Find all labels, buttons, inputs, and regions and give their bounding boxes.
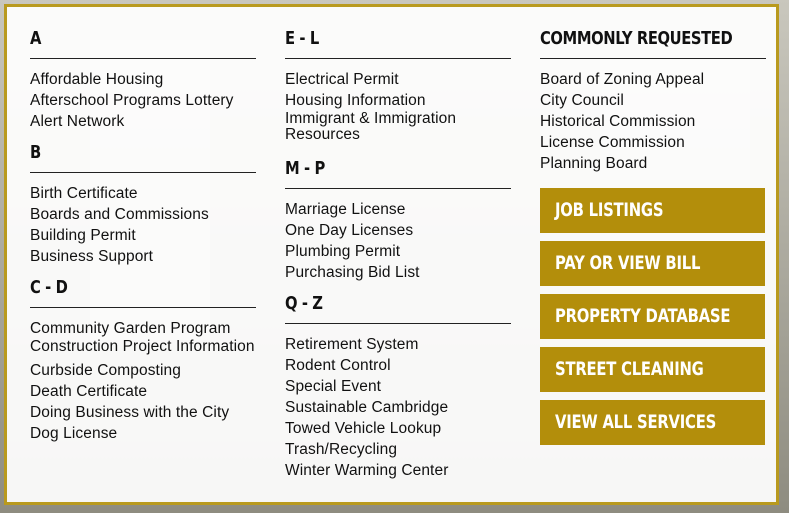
link-dog-license[interactable]: Dog License [30, 425, 118, 442]
job-listings-button[interactable] [540, 188, 765, 233]
link-purchasing-bid-list[interactable]: Purchasing Bid List [285, 264, 420, 281]
link-trash-recycling[interactable]: Trash/Recycling [285, 441, 398, 458]
link-list [30, 183, 256, 267]
heading-divider [30, 307, 256, 308]
link-sustainable-cambridge[interactable]: Sustainable Cambridge [285, 399, 449, 416]
property-database-button[interactable] [540, 294, 765, 339]
heading-divider [30, 58, 256, 59]
link-board-of-zoning-appeal[interactable]: Board of Zoning Appeal [540, 71, 705, 88]
button-label: STREET CLEANING [555, 358, 704, 380]
button-label: JOB LISTINGS [555, 199, 664, 221]
link-rodent-control[interactable]: Rodent Control [285, 357, 391, 374]
section-c-d [30, 276, 256, 444]
link-building-permit[interactable]: Building Permit [30, 227, 136, 244]
section-heading: C - D [30, 277, 68, 298]
section-b [30, 141, 256, 267]
quick-action-buttons [540, 188, 766, 445]
link-death-certificate[interactable]: Death Certificate [30, 383, 148, 400]
link-list [30, 69, 256, 132]
section-heading: B [30, 142, 41, 163]
pay-or-view-bill-button[interactable] [540, 241, 765, 286]
link-birth-certificate[interactable]: Birth Certificate [30, 185, 138, 202]
section-heading: A [30, 28, 42, 49]
link-license-commission[interactable]: License Commission [540, 134, 685, 151]
heading-divider [285, 323, 511, 324]
button-label: PROPERTY DATABASE [555, 305, 731, 327]
link-doing-business-with-the-city[interactable]: Doing Business with the City [30, 404, 230, 421]
link-list [285, 334, 511, 481]
link-list [285, 199, 511, 283]
section-m-p [285, 157, 511, 283]
link-curbside-composting[interactable]: Curbside Composting [30, 362, 181, 379]
link-afterschool-programs-lottery[interactable]: Afterschool Programs Lottery [30, 92, 234, 109]
link-alert-network[interactable]: Alert Network [30, 113, 125, 130]
section-heading: M - P [285, 158, 325, 179]
heading-divider [285, 188, 511, 189]
link-marriage-license[interactable]: Marriage License [285, 201, 406, 218]
heading-divider [285, 58, 511, 59]
link-immigrant-immigration-resources[interactable]: Immigrant & Immigration Resources [285, 110, 457, 143]
link-list [540, 69, 766, 174]
link-planning-board[interactable]: Planning Board [540, 155, 648, 172]
heading-divider [30, 172, 256, 173]
section-heading: E - L [285, 28, 319, 49]
link-boards-and-commissions[interactable]: Boards and Commissions [30, 206, 209, 223]
link-plumbing-permit[interactable]: Plumbing Permit [285, 243, 401, 260]
link-winter-warming-center[interactable]: Winter Warming Center [285, 462, 449, 479]
section-e-l [285, 27, 511, 148]
link-list [285, 69, 511, 148]
street-cleaning-button[interactable] [540, 347, 765, 392]
link-special-event[interactable]: Special Event [285, 378, 382, 395]
link-business-support[interactable]: Business Support [30, 248, 154, 265]
link-community-garden-program[interactable]: Community Garden Program [30, 320, 231, 337]
column-e-z [285, 27, 511, 490]
column-a-d [30, 27, 256, 453]
section-heading: COMMONLY REQUESTED [540, 28, 733, 49]
section-a [30, 27, 256, 132]
column-commonly-requested [540, 27, 766, 453]
services-menu-panel [4, 4, 779, 505]
link-historical-commission[interactable]: Historical Commission [540, 113, 696, 130]
link-electrical-permit[interactable]: Electrical Permit [285, 71, 399, 88]
heading-divider [540, 58, 766, 59]
link-towed-vehicle-lookup[interactable]: Towed Vehicle Lookup [285, 420, 442, 437]
section-heading: Q - Z [285, 293, 323, 314]
link-list [30, 318, 256, 444]
link-affordable-housing[interactable]: Affordable Housing [30, 71, 164, 88]
section-q-z [285, 292, 511, 481]
link-construction-project-information[interactable]: Construction Project Information [30, 338, 255, 355]
link-retirement-system[interactable]: Retirement System [285, 336, 419, 353]
view-all-services-button[interactable] [540, 400, 765, 445]
link-one-day-licenses[interactable]: One Day Licenses [285, 222, 414, 239]
section-commonly-requested [540, 27, 766, 174]
link-city-council[interactable]: City Council [540, 92, 624, 109]
link-housing-information[interactable]: Housing Information [285, 92, 426, 109]
button-label: VIEW ALL SERVICES [555, 411, 717, 433]
button-label: PAY OR VIEW BILL [555, 252, 701, 274]
